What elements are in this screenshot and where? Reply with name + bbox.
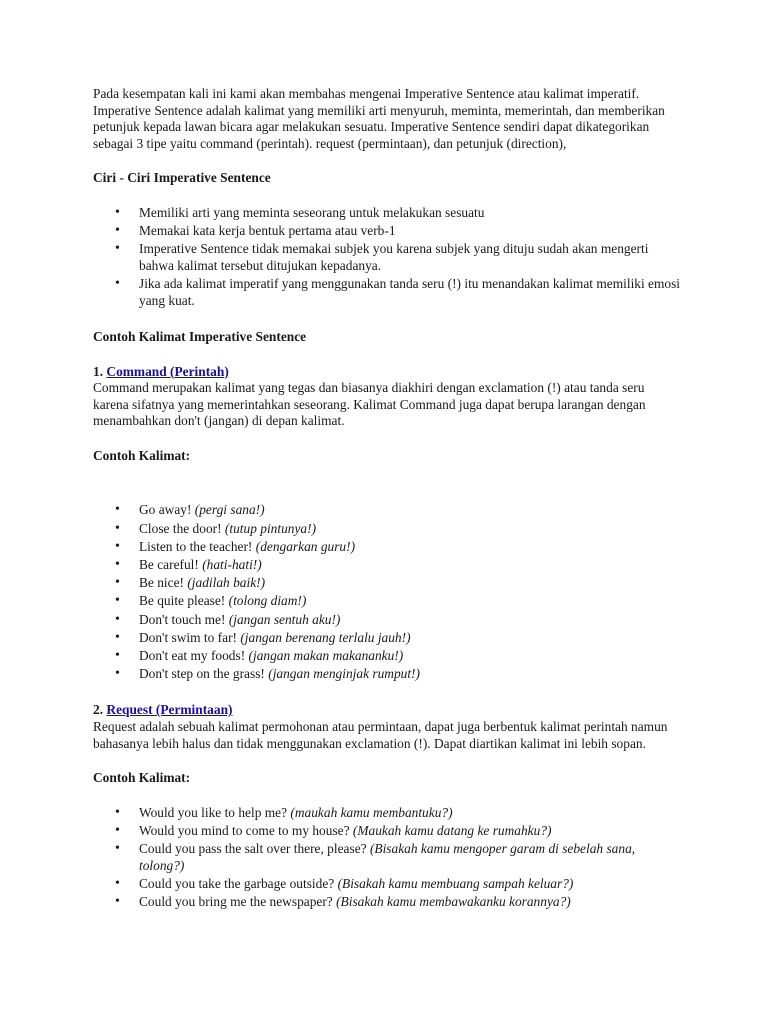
list-item: • Memiliki arti yang meminta seseorang untuk melakukan sesuatu	[93, 205, 683, 222]
ciri-heading: Ciri - Ciri Imperative Sentence	[93, 170, 271, 186]
list-item: • Memakai kata kerja bentuk pertama atau verb-1	[93, 223, 683, 240]
command-title	[93, 364, 683, 381]
list-item: • Could you take the garbage outside? (Bisakah kamu membuang sampah keluar?)	[93, 876, 683, 893]
document-page	[93, 86, 683, 912]
request-description: Request adalah sebuah kalimat permohonan atau permintaan, dapat juga berbentuk kalimat perintah namun bahasanya lebih halus dan tidak menggunakan exclamation (!). Dapat diartikan kalimat ini lebih sopan.	[93, 718, 668, 751]
intro-paragraph: Pada kesempatan kali ini kami akan membahas mengenai Imperative Sentence atau kalimat imperatif. Imperative Sentence adalah kalimat yang memiliki arti menyuruh, meminta, memerintah, dan memberikan petunjuk kepada lawan bicara agar melakukan sesuatu. Imperative Sentence sendiri dapat dikategorikan sebagai 3 tipe yaitu command (perintah). request (permintaan), dan petunjuk (direction),	[93, 86, 665, 151]
list-item: • Don't step on the grass! (jangan menginjak rumput!)	[93, 666, 683, 683]
command-examples	[93, 502, 683, 682]
list-item: • Go away! (pergi sana!)	[93, 502, 683, 519]
ciri-list	[93, 205, 683, 309]
list-item: • Could you bring me the newspaper? (Bisakah kamu membawakanku korannya?)	[93, 894, 683, 911]
list-item: • Don't eat my foods! (jangan makan makananku!)	[93, 648, 683, 665]
list-item: • Be quite please! (tolong diam!)	[93, 593, 683, 610]
command-contoh-label: Contoh Kalimat:	[93, 447, 191, 463]
list-item: • Would you mind to come to my house? (Maukah kamu datang ke rumahku?)	[93, 823, 683, 840]
section-number: 2.	[93, 702, 104, 718]
list-item: • Would you like to help me? (maukah kamu membantuku?)	[93, 805, 683, 822]
command-description: Command merupakan kalimat yang tegas dan biasanya diakhiri dengan exclamation (!) atau tanda seru karena sifatnya yang memerintahkan seseorang. Kalimat Command juga dapat berupa larangan dengan menambahkan don't (jangan) di depan kalimat.	[93, 380, 646, 429]
list-item: • Be nice! (jadilah baik!)	[93, 575, 683, 592]
list-item: • Be careful! (hati-hati!)	[93, 557, 683, 574]
section-number: 1.	[93, 363, 104, 379]
command-link[interactable]: Command (Perintah)	[106, 363, 229, 379]
request-contoh-label: Contoh Kalimat:	[93, 770, 191, 786]
request-link[interactable]: Request (Permintaan)	[106, 702, 233, 718]
request-examples	[93, 805, 683, 911]
list-item: • Close the door! (tutup pintunya!)	[93, 521, 683, 538]
list-item: • Jika ada kalimat imperatif yang menggunakan tanda seru (!) itu menandakan kalimat memiliki emosi yang kuat.	[93, 276, 683, 309]
request-title	[93, 702, 683, 719]
list-item: • Imperative Sentence tidak memakai subjek you karena subjek yang dituju sudah akan mengerti bahwa kalimat tersebut ditujukan kepadanya.	[93, 241, 683, 274]
list-item: • Could you pass the salt over there, please? (Bisakah kamu mengoper garam di sebelah sana, tolong?)	[93, 841, 683, 874]
contoh-heading: Contoh Kalimat Imperative Sentence	[93, 328, 307, 344]
list-item: • Don't touch me! (jangan sentuh aku!)	[93, 612, 683, 629]
list-item: • Don't swim to far! (jangan berenang terlalu jauh!)	[93, 630, 683, 647]
list-item: • Listen to the teacher! (dengarkan guru!)	[93, 539, 683, 556]
